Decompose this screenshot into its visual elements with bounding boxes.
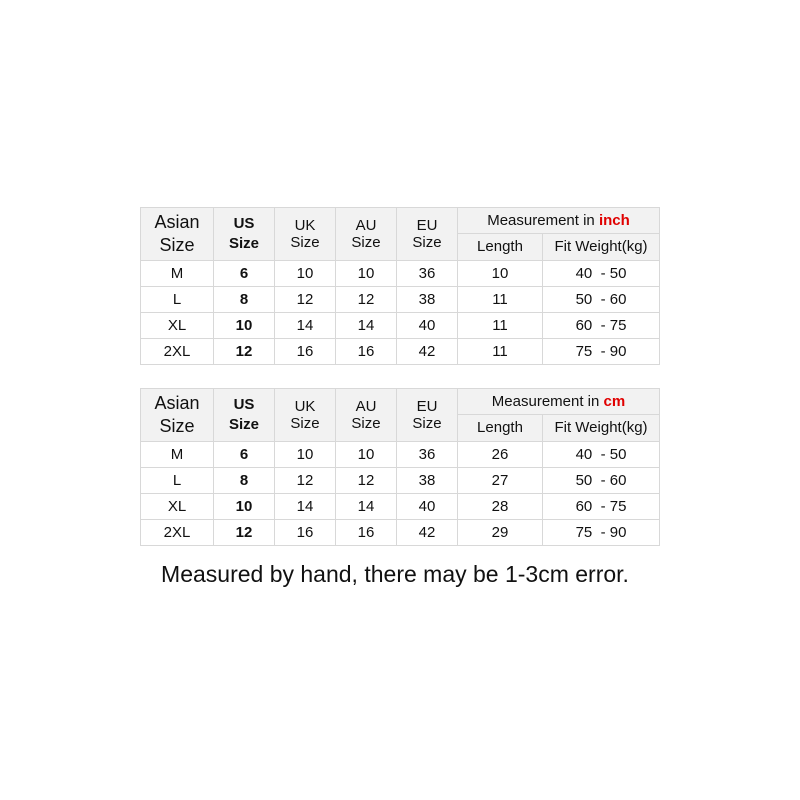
cell-asian: 2XL [141,520,214,546]
cell-length: 10 [458,261,543,287]
header-eu-size: EU Size [397,208,458,261]
table-row [141,313,660,339]
cell-asian: M [141,261,214,287]
cell-length: 11 [458,339,543,365]
header-fit-weight: Fit Weight(kg) [543,234,660,261]
cell-eu: 40 [397,494,458,520]
size-table-inch [140,207,660,365]
cell-uk: 14 [275,313,336,339]
table-row [141,520,660,546]
header-length: Length [458,234,543,261]
cell-length: 26 [458,442,543,468]
header-uk-size: UK Size [275,389,336,442]
cell-uk: 10 [275,261,336,287]
cell-uk: 14 [275,494,336,520]
header-us-size: US Size [214,208,275,261]
cell-weight: 40 - 50 [543,442,660,468]
cell-us: 6 [214,261,275,287]
cell-au: 14 [336,313,397,339]
cell-weight: 60 - 75 [543,313,660,339]
header-uk-size: UK Size [275,208,336,261]
header-measurement: Measurement in inch [458,208,660,234]
cell-length: 28 [458,494,543,520]
cell-us: 12 [214,520,275,546]
cell-asian: XL [141,313,214,339]
cell-au: 16 [336,339,397,365]
cell-us: 6 [214,442,275,468]
cell-length: 29 [458,520,543,546]
cell-weight: 75 - 90 [543,339,660,365]
header-length: Length [458,415,543,442]
cell-us: 8 [214,287,275,313]
header-row [141,208,660,234]
cell-au: 12 [336,468,397,494]
header-au-size: AU Size [336,208,397,261]
cell-asian: M [141,442,214,468]
table-row [141,442,660,468]
header-measurement: Measurement in cm [458,389,660,415]
table-row [141,339,660,365]
cell-au: 16 [336,520,397,546]
cell-au: 10 [336,261,397,287]
cell-eu: 42 [397,339,458,365]
header-asian-size: Asian Size [141,208,214,261]
cell-weight: 40 - 50 [543,261,660,287]
measurement-note: Measured by hand, there may be 1-3cm error. [161,561,629,587]
header-au-size: AU Size [336,389,397,442]
cell-asian: XL [141,494,214,520]
cell-eu: 38 [397,287,458,313]
cell-us: 10 [214,494,275,520]
cell-eu: 36 [397,442,458,468]
cell-au: 10 [336,442,397,468]
cell-weight: 50 - 60 [543,468,660,494]
table-row [141,468,660,494]
cell-eu: 38 [397,468,458,494]
header-asian-size: Asian Size [141,389,214,442]
cell-weight: 75 - 90 [543,520,660,546]
header-row [141,389,660,415]
table-row [141,261,660,287]
table-row [141,287,660,313]
cell-us: 8 [214,468,275,494]
cell-asian: 2XL [141,339,214,365]
cell-eu: 36 [397,261,458,287]
table-row [141,494,660,520]
cell-au: 12 [336,287,397,313]
cell-length: 11 [458,313,543,339]
cell-asian: L [141,287,214,313]
cell-uk: 16 [275,520,336,546]
cell-uk: 12 [275,287,336,313]
cell-weight: 50 - 60 [543,287,660,313]
cell-uk: 16 [275,339,336,365]
cell-uk: 12 [275,468,336,494]
header-us-size: US Size [214,389,275,442]
cell-uk: 10 [275,442,336,468]
measurement-unit: cm [603,392,626,410]
cell-us: 10 [214,313,275,339]
size-table-cm [140,388,660,546]
cell-length: 11 [458,287,543,313]
cell-weight: 60 - 75 [543,494,660,520]
cell-eu: 42 [397,520,458,546]
header-fit-weight: Fit Weight(kg) [543,415,660,442]
cell-us: 12 [214,339,275,365]
cell-au: 14 [336,494,397,520]
measurement-unit: inch [598,211,630,229]
cell-length: 27 [458,468,543,494]
header-eu-size: EU Size [397,389,458,442]
cell-eu: 40 [397,313,458,339]
cell-asian: L [141,468,214,494]
